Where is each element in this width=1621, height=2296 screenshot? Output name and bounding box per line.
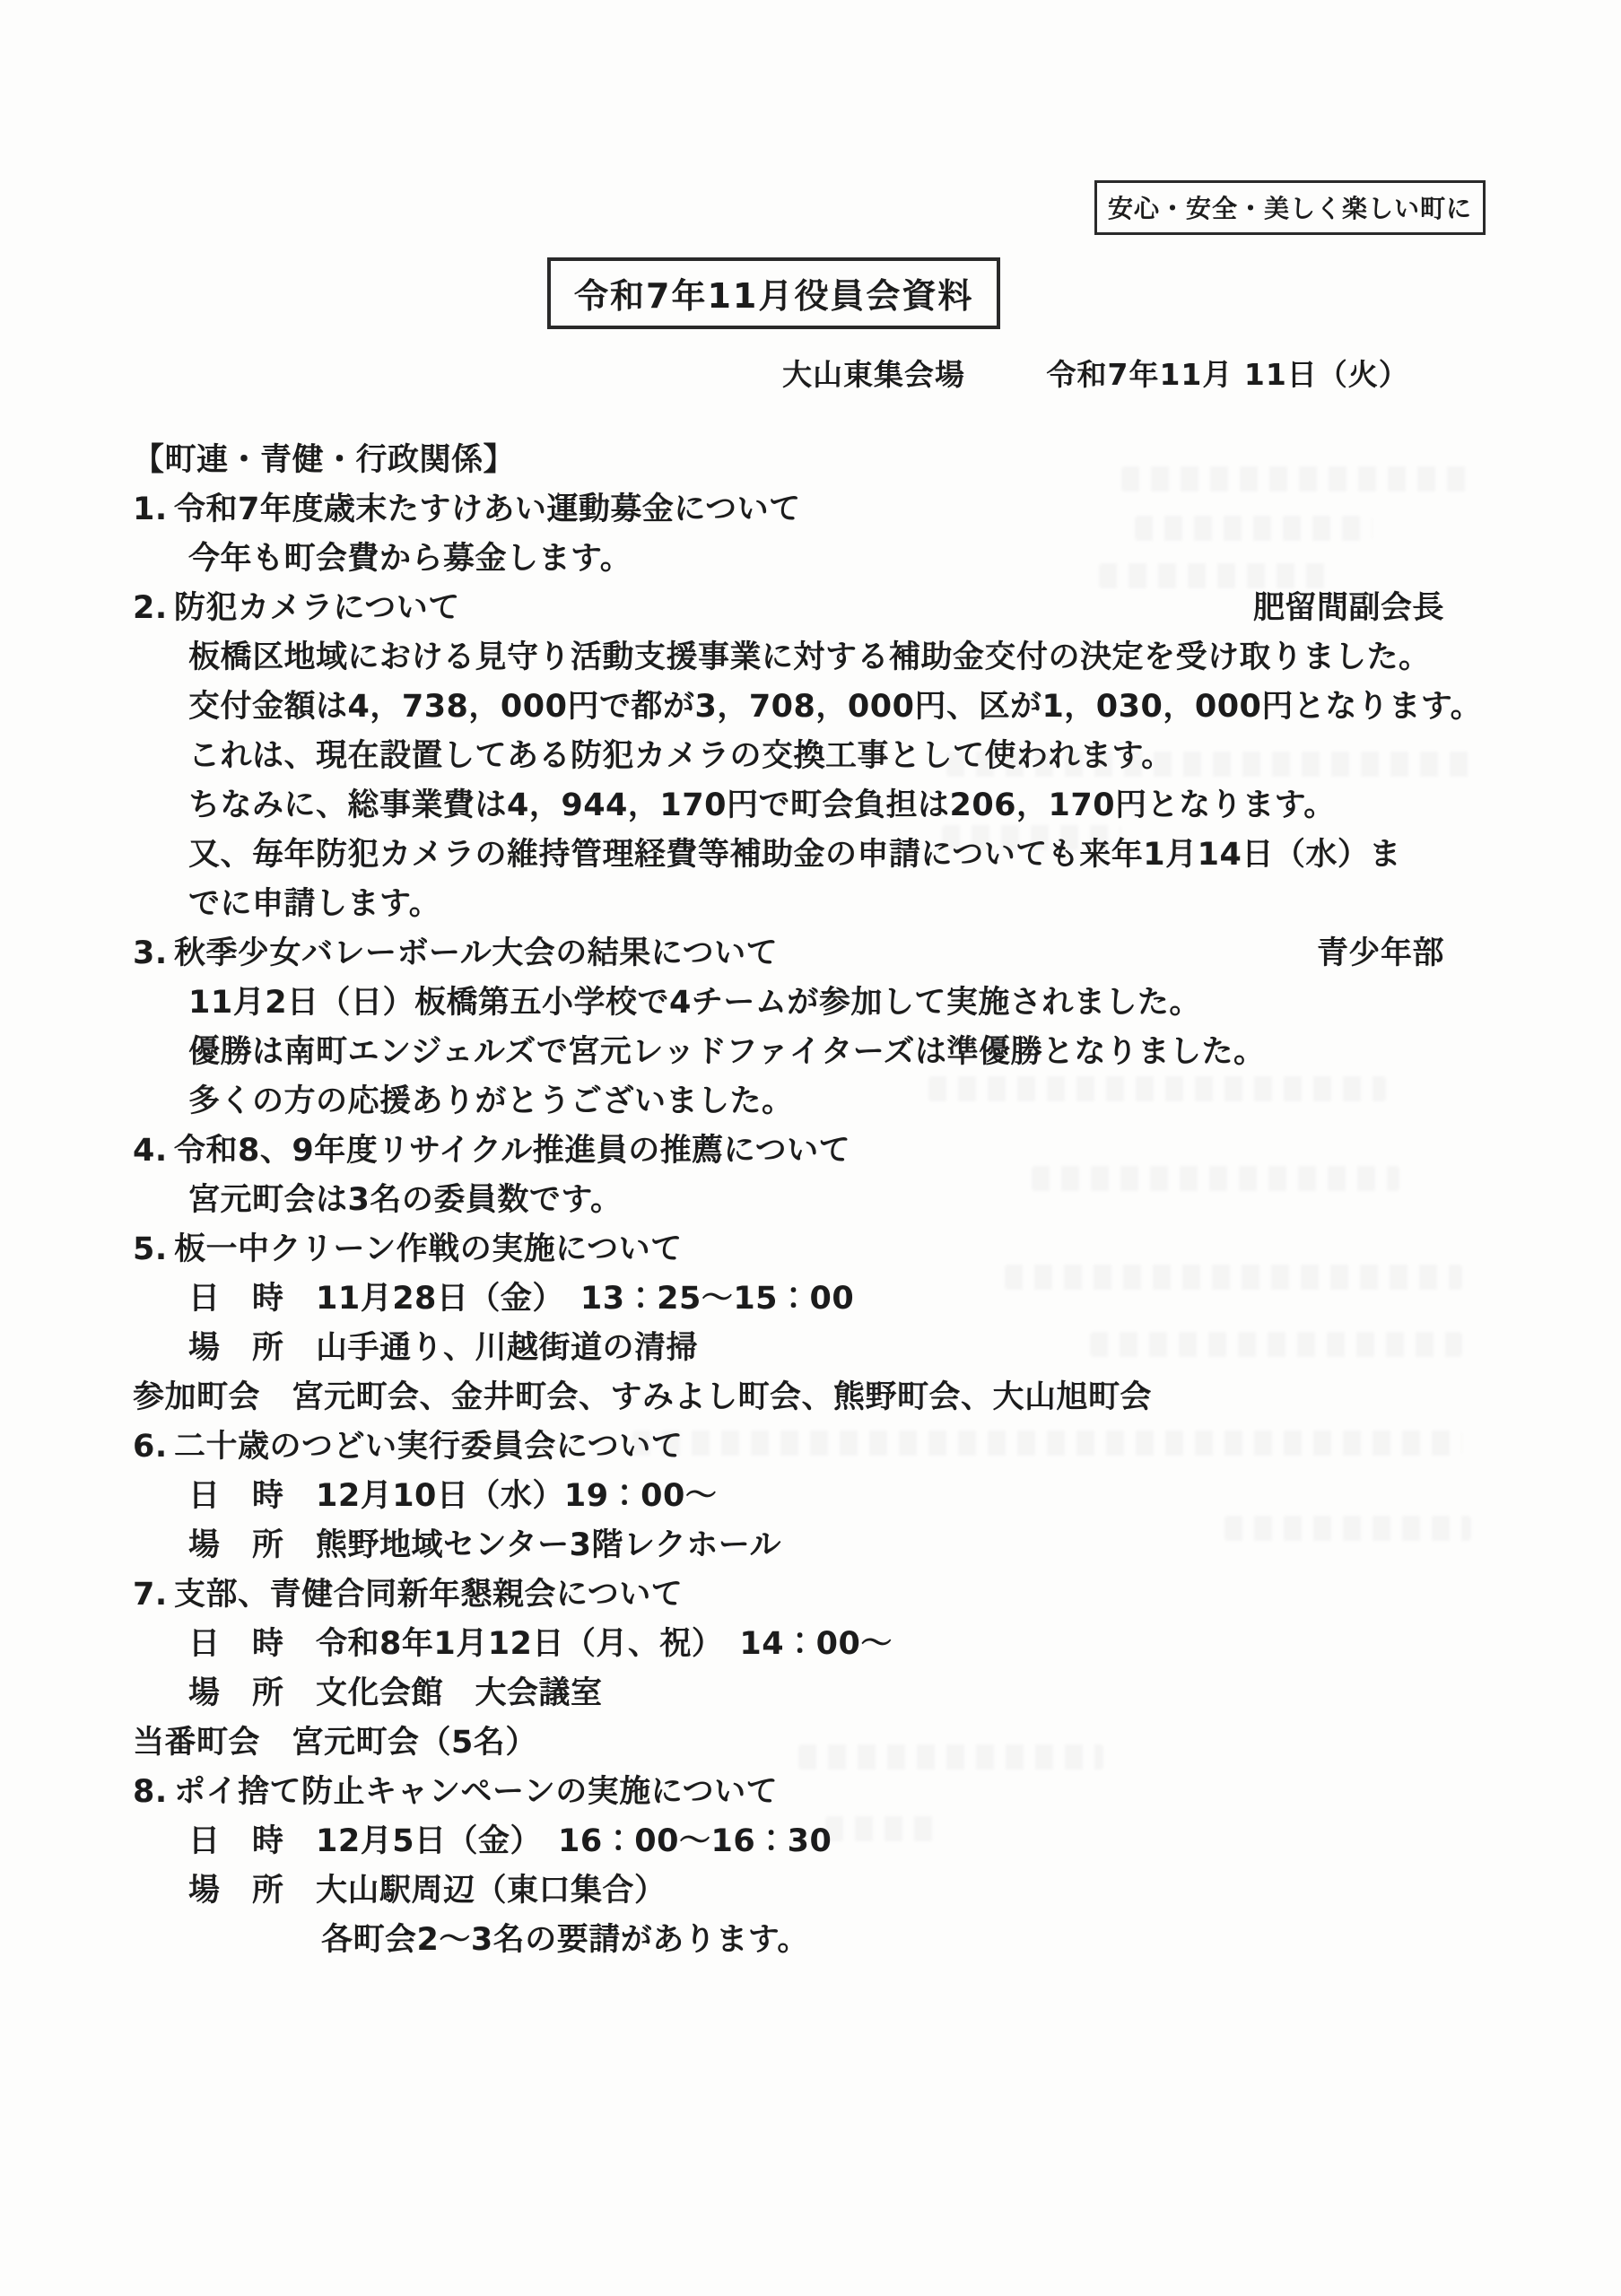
item-number: 4. [133, 1133, 168, 1169]
agenda-item-head [133, 1570, 1493, 1620]
item-line: 場 所 熊野地域センター3階レクホール [188, 1527, 782, 1563]
item-title: 秋季少女バレーボール大会の結果について [174, 935, 779, 971]
item-line: 各町会2～3名の要請があります。 [321, 1922, 809, 1958]
item-title: ポイ捨て防止キャンペーンの実施について [174, 1774, 779, 1810]
agenda-item [133, 1422, 1493, 1570]
item-number: 1. [133, 491, 168, 527]
item-line: 優勝は南町エンジェルズで宮元レッドファイターズは準優勝となりました。 [188, 1034, 1266, 1070]
item-title: 防犯カメラについて [174, 590, 460, 626]
agenda-item-head [133, 1768, 1493, 1817]
agenda-item-head [133, 1225, 1493, 1274]
item-line: 日 時 令和8年1月12日（月、祝） 14：00～ [188, 1626, 893, 1662]
item-number: 3. [133, 935, 168, 971]
slogan-stamp-box [1094, 180, 1486, 235]
item-number: 2. [133, 590, 168, 626]
item-line: 多くの方の応援ありがとうございました。 [188, 1083, 794, 1119]
item-number: 8. [133, 1774, 168, 1810]
agenda-item [133, 1225, 1493, 1422]
item-line: 又、毎年防犯カメラの維持管理経費等補助金の申請についても来年1月14日（水）ま [188, 837, 1401, 873]
item-right-note: 青少年部 [1316, 935, 1444, 971]
item-line: 日 時 12月10日（水）19：00～ [188, 1478, 718, 1514]
agenda-item [133, 1126, 1493, 1225]
agenda-item [133, 1768, 1493, 1965]
agenda-items [133, 485, 1493, 1965]
item-line: 日 時 12月5日（金） 16：00～16：30 [188, 1823, 832, 1859]
agenda-item-head [133, 485, 1493, 535]
item-title: 令和7年度歳末たすけあい運動募金について [174, 491, 801, 527]
item-line: 場 所 大山駅周辺（東口集合） [188, 1873, 667, 1909]
document-title: 令和7年11月役員会資料 [574, 276, 974, 316]
agenda-item-head [133, 584, 1493, 633]
item-line: 場 所 文化会館 大会議室 [188, 1675, 603, 1711]
item-line: 11月2日（日）板橋第五小学校で4チームが参加して実施されました。 [188, 985, 1201, 1021]
item-title: 板一中クリーン作戦の実施について [174, 1231, 683, 1267]
item-line: 今年も町会費から募金します。 [188, 541, 632, 577]
slogan-text: 安心・安全・美しく楽しい町に [1108, 194, 1473, 223]
item-line: 場 所 山手通り、川越街道の清掃 [188, 1330, 699, 1366]
item-line: 宮元町会は3名の委員数です。 [188, 1182, 623, 1218]
item-line: 当番町会 宮元町会（5名） [133, 1725, 537, 1761]
section-header: 【町連・青健・行政関係】 [133, 442, 516, 478]
agenda-item [133, 485, 1493, 584]
agenda-body [133, 436, 1493, 1965]
meeting-date: 令和7年11月 11日（火） [1046, 357, 1409, 392]
item-title: 二十歳のつどい実行委員会について [174, 1429, 684, 1465]
item-line: 交付金額は4，738，000円で都が3，708，000円、区が1，030，000円となります。 [188, 689, 1483, 725]
item-title: 支部、青健合同新年懇親会について [174, 1577, 684, 1613]
item-number: 6. [133, 1429, 168, 1465]
item-line: 板橋区地域における見守り活動支援事業に対する補助金交付の決定を受け取りました。 [188, 639, 1431, 675]
agenda-item [133, 929, 1493, 1126]
venue-date-line [782, 352, 1409, 394]
venue: 大山東集会場 [782, 357, 965, 392]
item-title: 令和8、9年度リサイクル推進員の推薦について [174, 1133, 851, 1169]
item-line: 参加町会 宮元町会、金井町会、すみよし町会、熊野町会、大山旭町会 [133, 1379, 1153, 1415]
item-number: 5. [133, 1231, 168, 1267]
agenda-item-head [133, 1422, 1493, 1472]
agenda-item-head [133, 929, 1493, 978]
document-title-box [547, 257, 1000, 329]
item-number: 7. [133, 1577, 168, 1613]
item-line: でに申請します。 [188, 886, 441, 922]
item-line: 日 時 11月28日（金） 13：25～15：00 [188, 1281, 855, 1317]
item-line: ちなみに、総事業費は4，944，170円で町会負担は206，170円となります。 [188, 787, 1336, 823]
agenda-item [133, 1570, 1493, 1768]
agenda-item-head [133, 1126, 1493, 1176]
item-line: これは、現在設置してある防犯カメラの交換工事として使われます。 [188, 738, 1173, 774]
agenda-item [133, 584, 1493, 929]
item-right-note: 肥留間副会長 [1252, 590, 1444, 626]
